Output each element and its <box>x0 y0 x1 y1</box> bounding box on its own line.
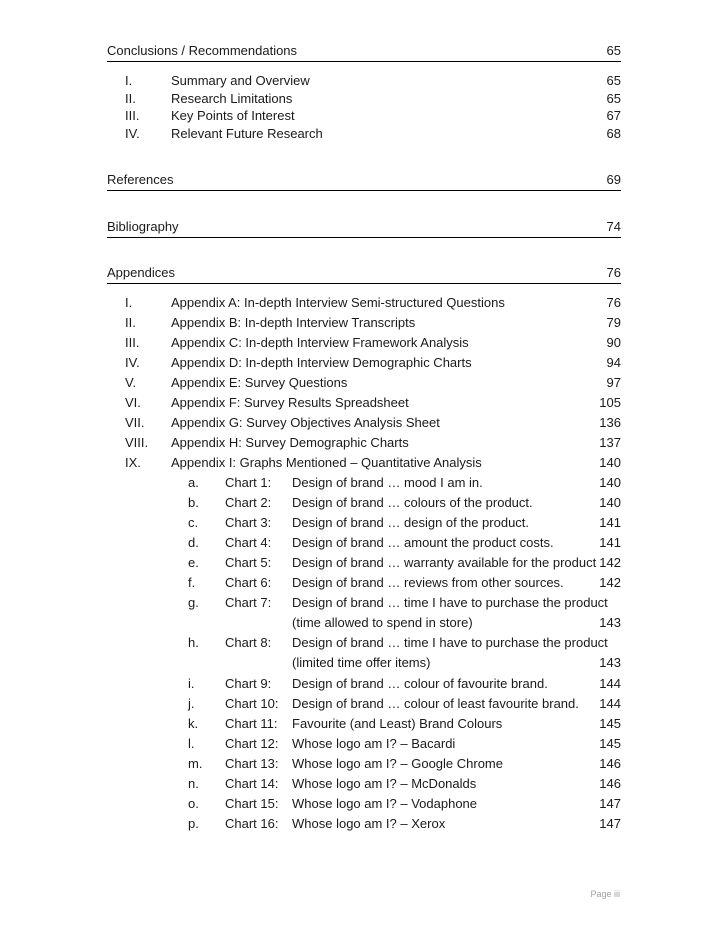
item-label: Relevant Future Research <box>171 126 323 141</box>
toc-item[interactable] <box>0 435 728 453</box>
section-title: Appendices <box>107 265 175 280</box>
chart-page: 146 <box>599 776 621 791</box>
chart-description-line2: (limited time offer items) <box>292 655 431 670</box>
toc-item[interactable] <box>0 73 728 91</box>
toc-item[interactable] <box>0 395 728 413</box>
item-label: Appendix G: Survey Objectives Analysis Sheet <box>171 415 440 430</box>
chart-number: Chart 14: <box>225 776 279 791</box>
toc-chart-item[interactable] <box>0 796 728 814</box>
chart-description: Design of brand … reviews from other sources. <box>292 575 564 590</box>
chart-page: 143 <box>599 615 621 630</box>
item-number: II. <box>125 91 136 106</box>
item-number: IX. <box>125 455 141 470</box>
item-number: I. <box>125 295 133 310</box>
toc-item[interactable] <box>0 108 728 126</box>
toc-item[interactable] <box>0 91 728 109</box>
chart-page: 144 <box>599 696 621 711</box>
chart-letter: d. <box>188 535 199 550</box>
item-number: I. <box>125 73 133 88</box>
chart-number: Chart 16: <box>225 816 279 831</box>
chart-description: Design of brand … warranty available for the product <box>292 555 597 570</box>
chart-page: 146 <box>599 756 621 771</box>
chart-description: Whose logo am I? – Xerox <box>292 816 446 831</box>
item-label: Appendix H: Survey Demographic Charts <box>171 435 409 450</box>
toc-chart-item[interactable] <box>0 475 728 493</box>
toc-item[interactable] <box>0 315 728 333</box>
toc-chart-item-continued[interactable] <box>0 655 728 673</box>
item-page: 90 <box>606 335 621 350</box>
toc-item[interactable] <box>0 375 728 393</box>
chart-description: Favourite (and Least) Brand Colours <box>292 716 503 731</box>
item-number: VI. <box>125 395 141 410</box>
item-page: 140 <box>599 455 621 470</box>
chart-page: 140 <box>599 475 621 490</box>
chart-letter: g. <box>188 595 199 610</box>
chart-page: 147 <box>599 816 621 831</box>
toc-chart-item[interactable] <box>0 736 728 754</box>
item-number: II. <box>125 315 136 330</box>
item-page: 94 <box>606 355 621 370</box>
chart-letter: n. <box>188 776 199 791</box>
item-label: Appendix B: In-depth Interview Transcripts <box>171 315 416 330</box>
toc-chart-item[interactable] <box>0 535 728 553</box>
item-label: Summary and Overview <box>171 73 310 88</box>
chart-letter: k. <box>188 716 199 731</box>
item-number: IV. <box>125 355 140 370</box>
item-label: Appendix C: In-depth Interview Framework Analysis <box>171 335 469 350</box>
chart-number: Chart 13: <box>225 756 279 771</box>
toc-chart-item[interactable] <box>0 575 728 593</box>
chart-description: Design of brand … design of the product. <box>292 515 530 530</box>
item-label: Appendix I: Graphs Mentioned – Quantitative Analysis <box>171 455 482 470</box>
chart-page: 140 <box>599 495 621 510</box>
toc-section-conclusions[interactable] <box>107 43 621 62</box>
item-number: IV. <box>125 126 140 141</box>
item-number: III. <box>125 335 140 350</box>
item-page: 137 <box>599 435 621 450</box>
toc-chart-item[interactable] <box>0 696 728 714</box>
item-number: VIII. <box>125 435 149 450</box>
section-page: 76 <box>606 265 621 280</box>
chart-letter: m. <box>188 756 203 771</box>
chart-letter: l. <box>188 736 195 751</box>
chart-description: Whose logo am I? – Bacardi <box>292 736 456 751</box>
toc-item[interactable] <box>0 455 728 473</box>
chart-description: Design of brand … amount the product costs. <box>292 535 554 550</box>
chart-number: Chart 9: <box>225 676 272 691</box>
toc-chart-item[interactable] <box>0 495 728 513</box>
item-label: Appendix E: Survey Questions <box>171 375 348 390</box>
chart-description: Whose logo am I? – Google Chrome <box>292 756 503 771</box>
chart-letter: c. <box>188 515 199 530</box>
toc-section-appendices[interactable] <box>107 265 621 284</box>
chart-description: Design of brand … colours of the product. <box>292 495 533 510</box>
chart-letter: e. <box>188 555 199 570</box>
chart-number: Chart 12: <box>225 736 279 751</box>
chart-description: Design of brand … colour of least favourite brand. <box>292 696 579 711</box>
chart-letter: h. <box>188 635 199 650</box>
chart-description: Design of brand … mood I am in. <box>292 475 483 490</box>
section-page: 74 <box>606 219 621 234</box>
chart-page: 145 <box>599 716 621 731</box>
toc-chart-item[interactable] <box>0 816 728 834</box>
toc-section-bibliography[interactable] <box>107 219 621 238</box>
item-label: Key Points of Interest <box>171 108 295 123</box>
chart-letter: i. <box>188 676 195 691</box>
section-title: Conclusions / Recommendations <box>107 43 298 58</box>
item-page: 67 <box>606 108 621 123</box>
item-label: Appendix F: Survey Results Spreadsheet <box>171 395 409 410</box>
chart-page: 143 <box>599 655 621 670</box>
chart-page: 141 <box>599 535 621 550</box>
chart-number: Chart 5: <box>225 555 272 570</box>
item-label: Appendix D: In-depth Interview Demographic Charts <box>171 355 472 370</box>
chart-letter: j. <box>188 696 195 711</box>
chart-number: Chart 4: <box>225 535 272 550</box>
item-number: V. <box>125 375 137 390</box>
toc-chart-item[interactable] <box>0 635 728 653</box>
chart-number: Chart 8: <box>225 635 272 650</box>
chart-number: Chart 15: <box>225 796 279 811</box>
chart-number: Chart 6: <box>225 575 272 590</box>
chart-number: Chart 10: <box>225 696 279 711</box>
section-title: Bibliography <box>107 219 179 234</box>
chart-letter: a. <box>188 475 199 490</box>
item-page: 136 <box>599 415 621 430</box>
item-page: 105 <box>599 395 621 410</box>
toc-chart-item[interactable] <box>0 595 728 613</box>
chart-letter: f. <box>188 575 196 590</box>
section-page: 69 <box>606 172 621 187</box>
chart-page: 144 <box>599 676 621 691</box>
toc-chart-item[interactable] <box>0 555 728 573</box>
item-page: 79 <box>606 315 621 330</box>
chart-number: Chart 7: <box>225 595 272 610</box>
chart-page: 142 <box>599 575 621 590</box>
toc-item[interactable] <box>0 335 728 353</box>
chart-description: Whose logo am I? – McDonalds <box>292 776 477 791</box>
chart-page: 145 <box>599 736 621 751</box>
chart-page: 147 <box>599 796 621 811</box>
chart-letter: o. <box>188 796 199 811</box>
chart-page: 141 <box>599 515 621 530</box>
item-page: 65 <box>606 73 621 88</box>
chart-number: Chart 2: <box>225 495 272 510</box>
chart-letter: b. <box>188 495 199 510</box>
item-label: Appendix A: In-depth Interview Semi-structured Questions <box>171 295 505 310</box>
chart-number: Chart 11: <box>225 716 278 731</box>
section-title: References <box>107 172 174 187</box>
chart-description: Design of brand … time I have to purchase the product <box>292 595 608 610</box>
toc-chart-item[interactable] <box>0 776 728 794</box>
item-page: 76 <box>606 295 621 310</box>
toc-chart-item[interactable] <box>0 515 728 533</box>
item-number: III. <box>125 108 140 123</box>
chart-number: Chart 3: <box>225 515 272 530</box>
chart-description-line2: (time allowed to spend in store) <box>292 615 473 630</box>
toc-section-references[interactable] <box>107 172 621 191</box>
page-number-footer: Page iii <box>590 889 620 899</box>
chart-number: Chart 1: <box>225 475 272 490</box>
toc-item[interactable] <box>0 295 728 313</box>
item-number: VII. <box>125 415 145 430</box>
item-label: Research Limitations <box>171 91 293 106</box>
chart-description: Design of brand … time I have to purchase the product <box>292 635 608 650</box>
toc-chart-item[interactable] <box>0 756 728 774</box>
item-page: 97 <box>606 375 621 390</box>
item-page: 68 <box>606 126 621 141</box>
toc-item[interactable] <box>0 355 728 373</box>
chart-page: 142 <box>599 555 621 570</box>
chart-description: Design of brand … colour of favourite brand. <box>292 676 548 691</box>
toc-chart-item[interactable] <box>0 716 728 734</box>
toc-chart-item[interactable] <box>0 676 728 694</box>
chart-description: Whose logo am I? – Vodaphone <box>292 796 478 811</box>
toc-item[interactable] <box>0 415 728 433</box>
toc-item[interactable] <box>0 126 728 144</box>
toc-chart-item-continued[interactable] <box>0 615 728 633</box>
section-page: 65 <box>606 43 621 58</box>
item-page: 65 <box>606 91 621 106</box>
chart-letter: p. <box>188 816 199 831</box>
